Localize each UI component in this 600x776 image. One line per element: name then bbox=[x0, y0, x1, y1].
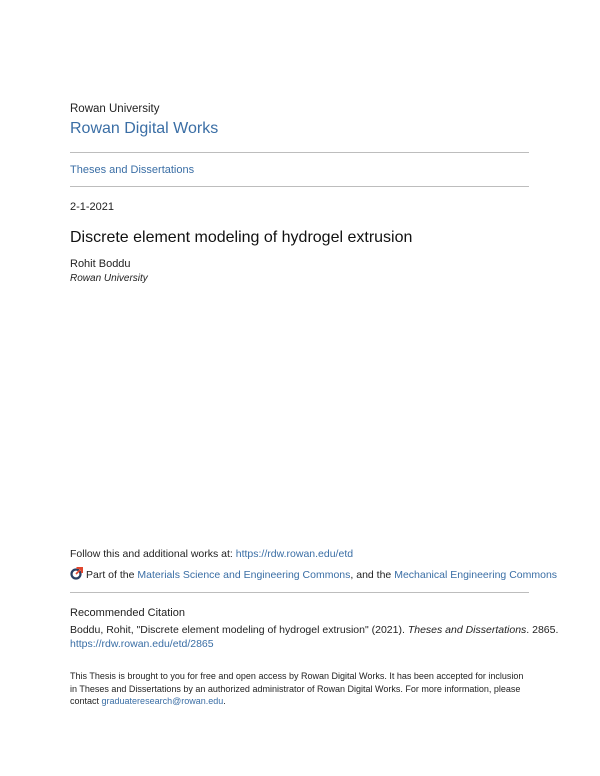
citation-body: Boddu, Rohit, "Discrete element modeling of hydrogel extrusion" (2021). bbox=[70, 624, 408, 636]
divider-citation bbox=[70, 592, 529, 593]
citation-url-link[interactable]: https://rdw.rowan.edu/etd/2865 bbox=[70, 638, 214, 650]
commons-line bbox=[70, 567, 557, 583]
repository-link[interactable]: Rowan Digital Works bbox=[70, 120, 219, 137]
notice-line-2: in Theses and Dissertations by an authorized administrator of Rowan Digital Works. For more information, please bbox=[70, 683, 521, 694]
divider-collection bbox=[70, 186, 529, 187]
contact-prefix: contact bbox=[70, 696, 102, 706]
notice-line-3 bbox=[70, 695, 523, 708]
citation-text bbox=[70, 624, 558, 636]
mechanical-commons-link[interactable]: Mechanical Engineering Commons bbox=[394, 569, 558, 581]
citation-heading: Recommended Citation bbox=[70, 607, 185, 619]
contact-email-link[interactable]: graduateresearch@rowan.edu bbox=[101, 696, 224, 706]
commons-middle: , and the bbox=[350, 569, 395, 581]
institution-name: Rowan University bbox=[70, 103, 160, 115]
contact-suffix: . bbox=[223, 696, 226, 706]
document-title: Discrete element modeling of hydrogel extrusion bbox=[70, 229, 413, 246]
notice-line-1: This Thesis is brought to you for free and open access by Rowan Digital Works. It has been accepted for inclusion bbox=[70, 671, 524, 681]
collection-link[interactable]: Theses and Dissertations bbox=[70, 164, 195, 176]
commons-prefix: Part of the bbox=[86, 569, 138, 581]
materials-commons-link[interactable]: Materials Science and Engineering Commons bbox=[137, 569, 351, 581]
citation-series: Theses and Dissertations bbox=[407, 624, 527, 636]
publication-date: 2-1-2021 bbox=[70, 201, 115, 213]
divider-top bbox=[70, 152, 529, 153]
open-access-icon bbox=[70, 567, 83, 583]
access-notice bbox=[70, 670, 523, 708]
author-name: Rohit Boddu bbox=[70, 258, 131, 270]
citation-number: . 2865. bbox=[526, 624, 559, 636]
follow-line bbox=[70, 548, 353, 560]
follow-prefix: Follow this and additional works at: bbox=[70, 548, 236, 560]
etd-url-link[interactable]: https://rdw.rowan.edu/etd bbox=[235, 548, 354, 560]
author-affiliation: Rowan University bbox=[70, 273, 148, 284]
